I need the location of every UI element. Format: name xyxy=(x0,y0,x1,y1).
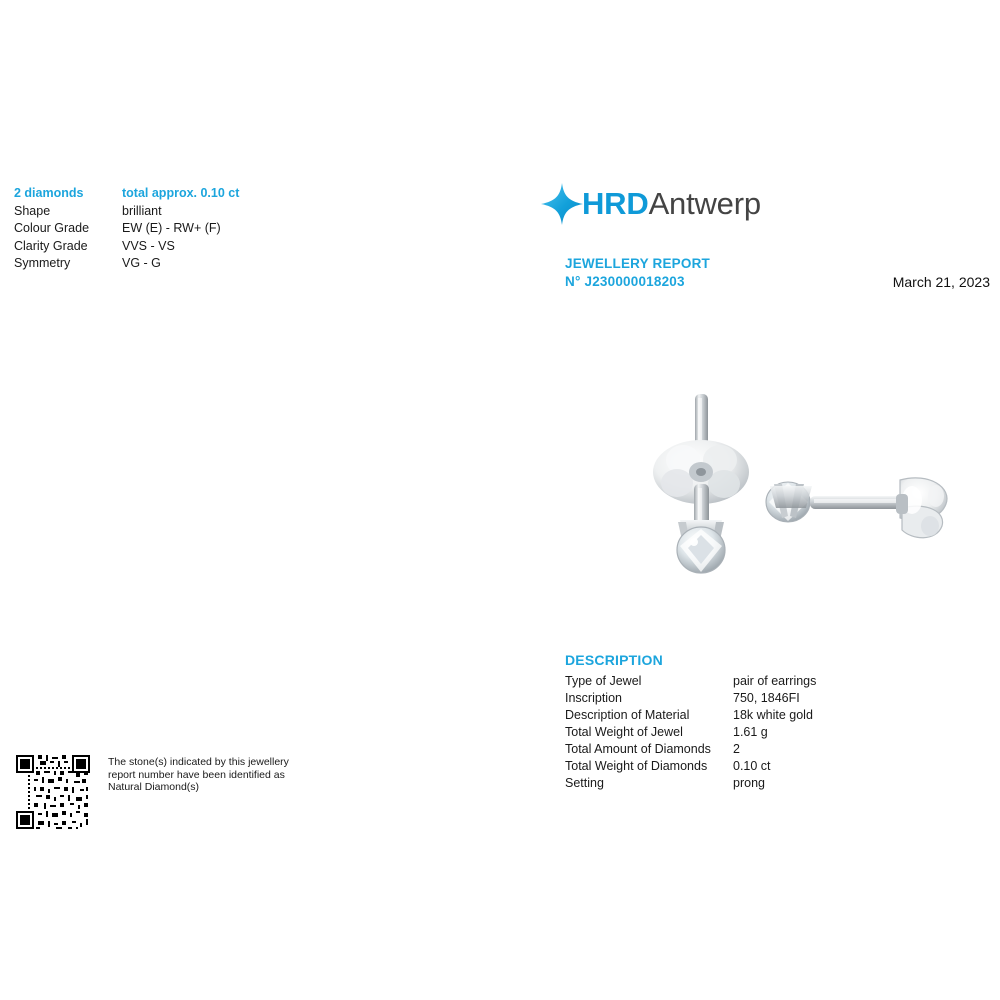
natural-diamond-note xyxy=(108,753,289,794)
diamond-count-label: 2 diamonds xyxy=(14,186,84,200)
table-row xyxy=(565,775,985,792)
report-number: N° J230000018203 xyxy=(565,274,685,289)
spec-label-shape: Shape xyxy=(14,203,51,218)
table-row xyxy=(565,758,985,775)
spec-value-symmetry: VG - G xyxy=(122,256,161,270)
table-row xyxy=(565,690,985,707)
desc-key-total-weight-of-diamonds: Total Weight of Diamonds xyxy=(565,759,708,773)
desc-value-setting: prong xyxy=(733,776,765,790)
table-row xyxy=(14,255,314,273)
page-title: JEWELLERY REPORT xyxy=(565,256,710,271)
spec-row-header xyxy=(14,185,314,203)
report-title-block xyxy=(565,255,710,291)
desc-key-type-of-jewel: Type of Jewel xyxy=(565,674,642,688)
report-date: March 21, 2023 xyxy=(892,274,990,290)
logo-antwerp-text: Antwerp xyxy=(648,186,761,221)
diamond-stud-earrings-photo xyxy=(620,380,980,600)
description-section xyxy=(565,652,985,792)
hrd-antwerp-logo xyxy=(540,182,761,226)
spec-value-clarity-grade: VVS - VS xyxy=(122,238,175,253)
note-line-3: Natural Diamond(s) xyxy=(108,781,200,793)
note-line-1: The stone(s) indicated by this jewellery xyxy=(108,756,289,768)
qr-code-icon[interactable] xyxy=(14,753,92,831)
desc-value-total-weight-of-jewel: 1.61 g xyxy=(733,725,768,739)
logo-hrd-text: HRD xyxy=(582,186,649,221)
spec-value-colour-grade: EW (E) - RW+ (F) xyxy=(122,221,221,235)
table-row xyxy=(565,673,985,690)
desc-value-inscription: 750, 1846FI xyxy=(733,691,800,705)
desc-value-total-weight-of-diamonds: 0.10 ct xyxy=(733,759,771,773)
desc-key-inscription: Inscription xyxy=(565,691,622,705)
desc-key-description-of-material: Description of Material xyxy=(565,708,690,722)
desc-key-total-amount-of-diamonds: Total Amount of Diamonds xyxy=(565,742,711,756)
desc-value-total-amount-of-diamonds: 2 xyxy=(733,742,740,756)
table-row xyxy=(14,238,314,256)
desc-key-total-weight-of-jewel: Total Weight of Jewel xyxy=(565,725,683,739)
diamond-specifications xyxy=(14,185,314,273)
note-line-2: report number have been identified as xyxy=(108,768,285,781)
table-row xyxy=(14,220,314,238)
spec-label-colour-grade: Colour Grade xyxy=(14,221,90,235)
spec-label-clarity-grade: Clarity Grade xyxy=(14,238,88,253)
description-heading: DESCRIPTION xyxy=(565,652,663,668)
spec-value-shape: brilliant xyxy=(122,203,162,218)
desc-key-setting: Setting xyxy=(565,776,604,790)
logo-wordmark xyxy=(582,186,761,222)
desc-value-type-of-jewel: pair of earrings xyxy=(733,674,817,688)
table-row xyxy=(565,741,985,758)
diamond-total-weight-value: total approx. 0.10 ct xyxy=(122,186,240,200)
table-row xyxy=(565,724,985,741)
qr-verification-area xyxy=(14,753,334,831)
table-row xyxy=(14,203,314,221)
table-row xyxy=(565,707,985,724)
desc-value-description-of-material: 18k white gold xyxy=(733,708,813,722)
four-point-star-icon xyxy=(540,182,584,226)
spec-label-symmetry: Symmetry xyxy=(14,256,71,270)
